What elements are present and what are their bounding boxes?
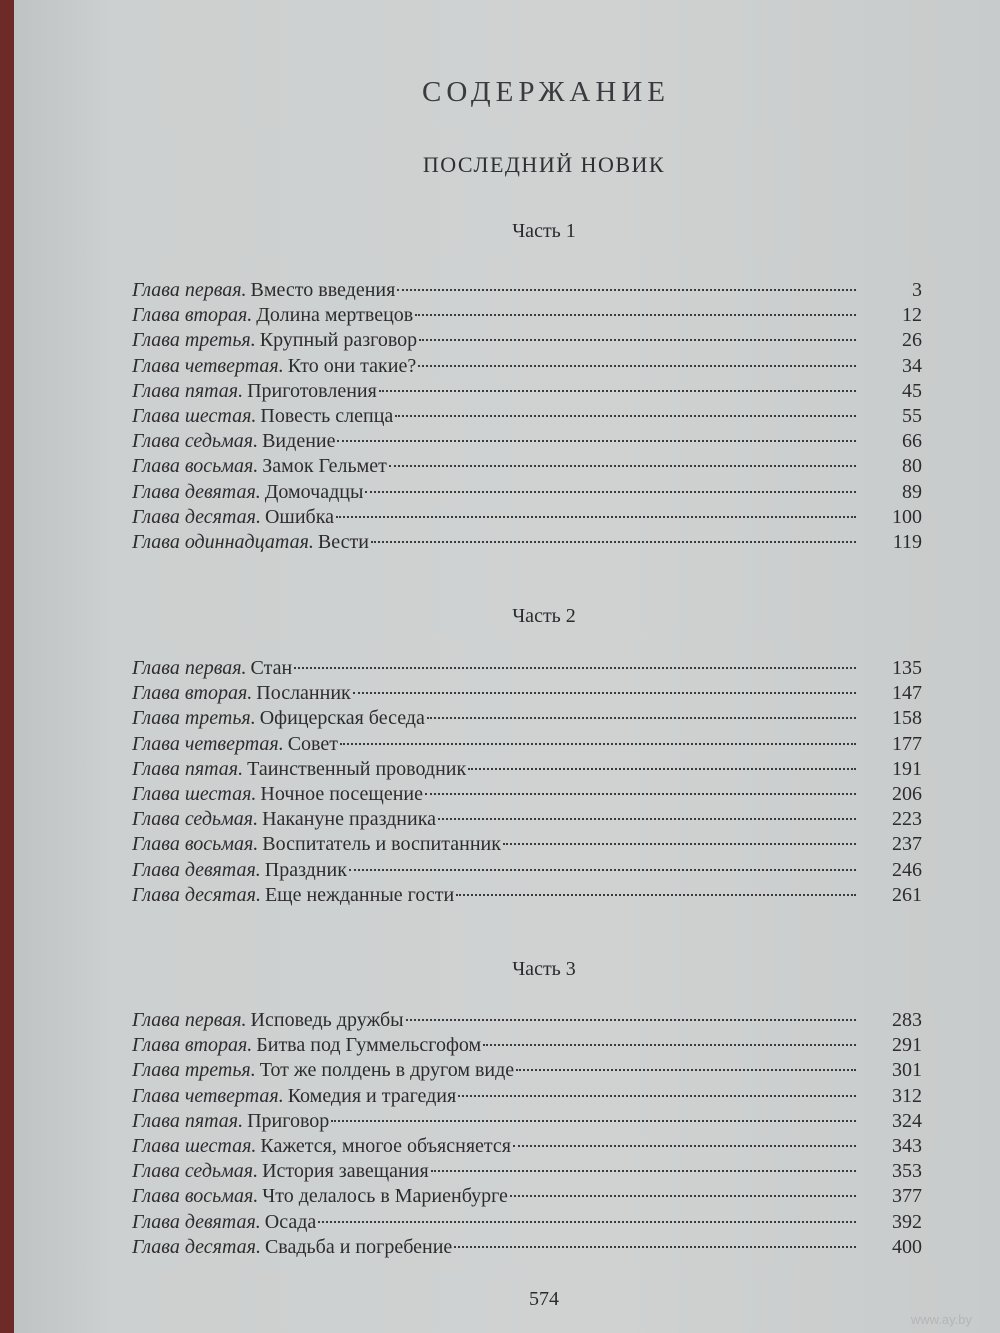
chapter-title: Что делалось в Мариенбурге bbox=[262, 1185, 508, 1208]
chapter-label: Глава первая. bbox=[132, 279, 247, 301]
toc-entry bbox=[132, 379, 922, 404]
toc-entry bbox=[132, 782, 922, 807]
chapter-label: Глава десятая. bbox=[132, 1235, 261, 1258]
toc-entry bbox=[132, 757, 922, 782]
dot-leader bbox=[379, 390, 856, 392]
dot-leader bbox=[353, 692, 856, 694]
chapter-title: Ошибка bbox=[264, 505, 334, 528]
chapter-title: Осада bbox=[264, 1210, 317, 1233]
watermark: www.ay.by bbox=[910, 1312, 972, 1327]
chapter-title: Таинственный проводник bbox=[247, 757, 467, 780]
chapter-page-number: 343 bbox=[892, 1134, 922, 1157]
chapter-page-number: 66 bbox=[902, 430, 922, 453]
chapter-page-number: 312 bbox=[892, 1084, 922, 1107]
toc-entry bbox=[132, 429, 922, 454]
chapter-page-number: 291 bbox=[892, 1034, 922, 1057]
toc-heading: СОДЕРЖАНИЕ bbox=[422, 76, 670, 108]
chapter-page-number: 3 bbox=[912, 279, 922, 301]
book-title: ПОСЛЕДНИЙ НОВИК bbox=[422, 152, 666, 177]
chapter-title: Накануне праздника bbox=[262, 808, 436, 831]
toc-entry bbox=[132, 1033, 922, 1058]
dot-leader bbox=[318, 1221, 856, 1223]
toc-entry bbox=[132, 1184, 922, 1209]
dot-leader bbox=[510, 1195, 856, 1197]
dot-leader bbox=[468, 768, 856, 770]
chapter-label: Глава пятая. bbox=[132, 757, 244, 780]
chapter-title: Приготовления bbox=[247, 379, 377, 402]
chapter-title: Долина мертвецов bbox=[256, 304, 414, 327]
chapter-label: Глава восьмая. bbox=[132, 1185, 259, 1208]
toc-entry bbox=[132, 1235, 922, 1260]
chapter-label: Глава вторая. bbox=[132, 304, 253, 327]
chapter-page-number: 237 bbox=[892, 833, 922, 856]
chapter-label: Глава седьмая. bbox=[132, 808, 259, 831]
part-title-1: Часть 1 bbox=[512, 220, 576, 242]
chapter-label: Глава девятая. bbox=[132, 858, 261, 881]
part-3-chapter-list bbox=[132, 1008, 922, 1260]
chapter-label: Глава шестая. bbox=[132, 782, 257, 805]
chapter-page-number: 147 bbox=[892, 682, 922, 705]
chapter-page-number: 191 bbox=[892, 757, 922, 780]
toc-entry bbox=[132, 1008, 922, 1033]
toc-entry bbox=[132, 530, 922, 555]
dot-leader bbox=[483, 1044, 856, 1046]
chapter-label: Глава четвертая. bbox=[132, 354, 284, 377]
chapter-page-number: 119 bbox=[892, 530, 922, 553]
dot-leader bbox=[438, 818, 856, 820]
chapter-label: Глава первая. bbox=[132, 657, 247, 679]
dot-leader bbox=[406, 1019, 856, 1021]
toc-entry bbox=[132, 404, 922, 429]
dot-leader bbox=[294, 667, 856, 669]
chapter-title: Стан bbox=[250, 657, 293, 679]
toc-entry bbox=[132, 858, 922, 883]
chapter-page-number: 392 bbox=[892, 1210, 922, 1233]
toc-entry bbox=[132, 328, 922, 353]
chapter-title: Вести bbox=[317, 530, 369, 553]
chapter-page-number: 223 bbox=[892, 808, 922, 831]
toc-entry bbox=[132, 278, 922, 303]
dot-leader bbox=[336, 516, 856, 518]
dot-leader bbox=[425, 793, 856, 795]
chapter-label: Глава пятая. bbox=[132, 1109, 244, 1132]
chapter-title: История завещания bbox=[262, 1160, 429, 1183]
dot-leader bbox=[349, 869, 856, 871]
chapter-title: Праздник bbox=[264, 858, 347, 881]
chapter-title: Офицерская беседа bbox=[259, 707, 425, 730]
dot-leader bbox=[331, 1120, 856, 1122]
chapter-title: Комедия и трагедия bbox=[287, 1084, 457, 1107]
book-page bbox=[14, 0, 1000, 1333]
chapter-page-number: 100 bbox=[892, 505, 922, 528]
chapter-page-number: 80 bbox=[902, 455, 922, 478]
chapter-page-number: 324 bbox=[892, 1109, 922, 1132]
chapter-label: Глава шестая. bbox=[132, 404, 257, 427]
dot-leader bbox=[365, 491, 856, 493]
chapter-page-number: 26 bbox=[902, 329, 922, 352]
chapter-title: Битва под Гуммельсгофом bbox=[256, 1034, 482, 1057]
toc-entry bbox=[132, 1058, 922, 1083]
chapter-label: Глава четвертая. bbox=[132, 732, 284, 755]
dot-leader bbox=[513, 1145, 856, 1147]
part-2-chapter-list bbox=[132, 656, 922, 908]
chapter-page-number: 206 bbox=[892, 782, 922, 805]
chapter-page-number: 34 bbox=[902, 354, 922, 377]
chapter-label: Глава одиннадцатая. bbox=[132, 530, 314, 553]
toc-entry bbox=[132, 1109, 922, 1134]
chapter-page-number: 177 bbox=[892, 732, 922, 755]
chapter-label: Глава вторая. bbox=[132, 1034, 253, 1057]
chapter-page-number: 246 bbox=[892, 858, 922, 881]
chapter-title: Видение bbox=[262, 430, 336, 453]
dot-leader bbox=[419, 339, 856, 341]
chapter-page-number: 12 bbox=[902, 304, 922, 327]
chapter-page-number: 353 bbox=[892, 1160, 922, 1183]
toc-entry bbox=[132, 832, 922, 857]
toc-entry bbox=[132, 505, 922, 530]
dot-leader bbox=[431, 1170, 856, 1172]
chapter-label: Глава десятая. bbox=[132, 505, 261, 528]
dot-leader bbox=[503, 843, 856, 845]
chapter-title: Тот же полдень в другом виде bbox=[259, 1059, 515, 1082]
chapter-title: Совет bbox=[287, 732, 338, 755]
toc-entry bbox=[132, 807, 922, 832]
chapter-label: Глава девятая. bbox=[132, 480, 261, 503]
toc-entry bbox=[132, 681, 922, 706]
dot-leader bbox=[418, 365, 856, 367]
toc-entry bbox=[132, 1159, 922, 1184]
chapter-label: Глава третья. bbox=[132, 329, 256, 352]
toc-entry bbox=[132, 303, 922, 328]
chapter-title: Свадьба и погребение bbox=[264, 1235, 453, 1258]
part-1-chapter-list bbox=[132, 278, 922, 555]
chapter-page-number: 377 bbox=[892, 1185, 922, 1208]
dot-leader bbox=[456, 894, 856, 896]
toc-entry bbox=[132, 1210, 922, 1235]
chapter-page-number: 400 bbox=[892, 1235, 922, 1258]
chapter-label: Глава четвертая. bbox=[132, 1084, 284, 1107]
chapter-page-number: 158 bbox=[892, 707, 922, 730]
chapter-title: Кто они такие? bbox=[287, 354, 417, 377]
toc-entry bbox=[132, 1084, 922, 1109]
chapter-page-number: 89 bbox=[902, 480, 922, 503]
toc-entry bbox=[132, 480, 922, 505]
chapter-title: Кажется, многое объясняется bbox=[260, 1134, 511, 1157]
chapter-title: Вместо введения bbox=[250, 279, 396, 301]
toc-entry bbox=[132, 732, 922, 757]
chapter-label: Глава пятая. bbox=[132, 379, 244, 402]
chapter-title: Еще нежданные гости bbox=[264, 883, 455, 906]
chapter-label: Глава шестая. bbox=[132, 1134, 257, 1157]
dot-leader bbox=[427, 717, 856, 719]
chapter-label: Глава девятая. bbox=[132, 1210, 261, 1233]
dot-leader bbox=[454, 1246, 856, 1248]
dot-leader bbox=[389, 465, 856, 467]
dot-leader bbox=[458, 1095, 856, 1097]
chapter-label: Глава седьмая. bbox=[132, 430, 259, 453]
chapter-page-number: 45 bbox=[902, 379, 922, 402]
toc-entry bbox=[132, 706, 922, 731]
dot-leader bbox=[395, 415, 856, 417]
chapter-label: Глава десятая. bbox=[132, 883, 261, 906]
chapter-label: Глава восьмая. bbox=[132, 833, 259, 856]
chapter-title: Крупный разговор bbox=[259, 329, 418, 352]
dot-leader bbox=[415, 314, 856, 316]
part-title-2: Часть 2 bbox=[512, 605, 576, 627]
toc-entry bbox=[132, 354, 922, 379]
chapter-title: Посланник bbox=[256, 682, 351, 705]
toc-entry bbox=[132, 1134, 922, 1159]
chapter-title: Воспитатель и воспитанник bbox=[262, 833, 501, 856]
chapter-page-number: 135 bbox=[892, 657, 922, 679]
toc-entry bbox=[132, 883, 922, 908]
chapter-title: Приговор bbox=[247, 1109, 330, 1132]
dot-leader bbox=[371, 541, 856, 543]
chapter-page-number: 283 bbox=[892, 1009, 922, 1031]
chapter-title: Повесть слепца bbox=[260, 404, 394, 427]
page-number: 574 bbox=[529, 1288, 559, 1310]
chapter-title: Замок Гельмет bbox=[262, 455, 387, 478]
dot-leader bbox=[340, 743, 856, 745]
part-title-3: Часть 3 bbox=[512, 958, 576, 980]
dot-leader bbox=[337, 440, 856, 442]
chapter-page-number: 301 bbox=[892, 1059, 922, 1082]
toc-entry bbox=[132, 454, 922, 479]
chapter-title: Ночное посещение bbox=[260, 782, 423, 805]
chapter-label: Глава вторая. bbox=[132, 682, 253, 705]
chapter-page-number: 55 bbox=[902, 404, 922, 427]
chapter-label: Глава восьмая. bbox=[132, 455, 259, 478]
dot-leader bbox=[397, 289, 856, 291]
chapter-label: Глава первая. bbox=[132, 1009, 247, 1031]
dot-leader bbox=[516, 1069, 856, 1071]
chapter-label: Глава третья. bbox=[132, 1059, 256, 1082]
chapter-title: Исповедь дружбы bbox=[250, 1009, 404, 1031]
chapter-label: Глава третья. bbox=[132, 707, 256, 730]
toc-entry bbox=[132, 656, 922, 681]
chapter-label: Глава седьмая. bbox=[132, 1160, 259, 1183]
chapter-title: Домочадцы bbox=[264, 480, 364, 503]
chapter-page-number: 261 bbox=[892, 883, 922, 906]
